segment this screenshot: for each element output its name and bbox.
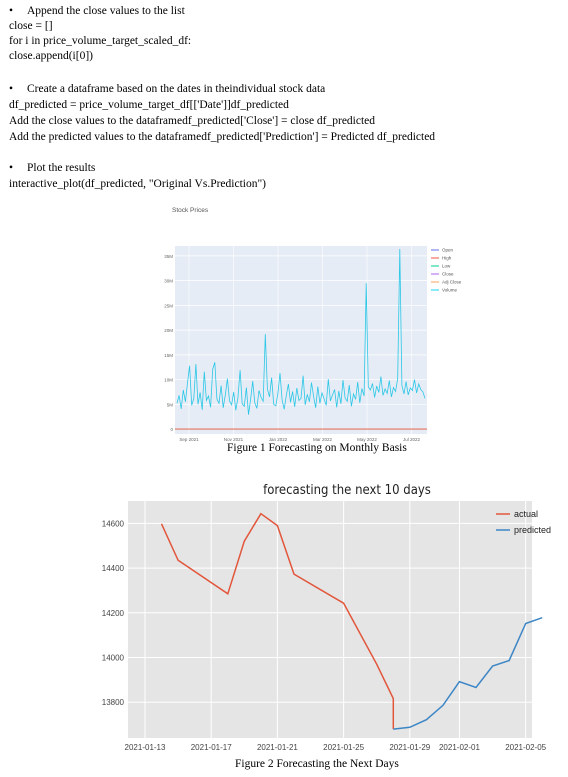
code-line: for i in price_volume_target_scaled_df: xyxy=(9,35,192,47)
forecast-chart xyxy=(100,476,552,758)
y-tick-label: 0 xyxy=(170,427,173,433)
legend-label: Open xyxy=(442,247,454,253)
plot-area xyxy=(175,246,427,434)
step-1-title: Append the close values to the list xyxy=(27,5,185,17)
y-tick-label: 14200 xyxy=(101,608,124,618)
chart-title: forecasting the next 10 days xyxy=(263,483,431,498)
stock-prices-chart xyxy=(160,200,480,440)
x-tick-label: 2021-02-01 xyxy=(438,743,480,752)
x-tick-label: 2021-02-05 xyxy=(505,743,547,752)
step-2-title: Create a dataframe based on the dates in theindividual stock data xyxy=(27,83,326,95)
x-tick-label: 2021-01-29 xyxy=(389,743,431,752)
y-tick-label: 10M xyxy=(164,377,173,383)
y-tick-label: 20M xyxy=(164,328,173,334)
legend-label-actual: actual xyxy=(514,509,539,519)
bullet-step-3 xyxy=(9,161,95,175)
y-tick-label: 35M xyxy=(164,253,173,259)
y-tick-label: 5M xyxy=(166,402,173,408)
bullet-step-2 xyxy=(9,82,325,96)
y-tick-label: 25M xyxy=(164,303,173,309)
legend-label: Adj Close xyxy=(442,279,462,285)
code-line: close.append(i[0]) xyxy=(9,50,93,62)
x-tick-label: Jul 2022 xyxy=(402,437,421,442)
x-tick-label: May 2022 xyxy=(357,437,377,442)
bullet-glyph: • xyxy=(9,162,14,174)
y-tick-label: 14600 xyxy=(101,519,124,529)
legend-label: Close xyxy=(442,271,454,277)
x-tick-label: 2021-01-13 xyxy=(124,743,166,752)
y-tick-label: 30M xyxy=(164,278,173,284)
code-line: close = [] xyxy=(9,20,53,32)
step-3-title: Plot the results xyxy=(27,162,96,174)
bullet-step-1 xyxy=(9,4,185,18)
y-tick-label: 14400 xyxy=(101,564,124,574)
x-tick-label: 2021-01-25 xyxy=(323,743,365,752)
x-tick-label: 2021-01-21 xyxy=(256,743,298,752)
legend-label: Low xyxy=(442,263,451,269)
code-line: Add the predicted values to the dataframedf_predicted['Prediction'] = Predicted df_predicted xyxy=(9,131,436,143)
x-tick-label: 2021-01-17 xyxy=(190,743,232,752)
x-tick-label: Sep 2021 xyxy=(179,437,199,442)
legend-label: Volume xyxy=(442,287,458,293)
x-tick-label: Nov 2021 xyxy=(223,437,244,442)
bullet-glyph: • xyxy=(9,5,14,17)
legend-label-predicted: predicted xyxy=(514,525,552,535)
code-line: Add the close values to the dataframedf_predicted['Close'] = close df_predicted xyxy=(9,115,376,127)
figure-2-caption: Figure 2 Forecasting the Next Days xyxy=(235,758,399,770)
code-line: df_predicted = price_volume_target_df[['Date']]df_predicted xyxy=(9,99,289,111)
x-tick-label: Jan 2022 xyxy=(268,437,288,442)
x-tick-label: Mar 2022 xyxy=(312,437,333,442)
legend-label: High xyxy=(442,255,452,261)
y-tick-label: 15M xyxy=(164,352,173,358)
bullet-glyph: • xyxy=(9,83,14,95)
y-tick-label: 13800 xyxy=(101,698,124,708)
y-tick-label: 14000 xyxy=(101,653,124,663)
code-line: interactive_plot(df_predicted, "Original Vs.Prediction") xyxy=(9,178,266,190)
chart-title: Stock Prices xyxy=(172,207,209,214)
figure-1-caption: Figure 1 Forecasting on Monthly Basis xyxy=(227,442,407,454)
